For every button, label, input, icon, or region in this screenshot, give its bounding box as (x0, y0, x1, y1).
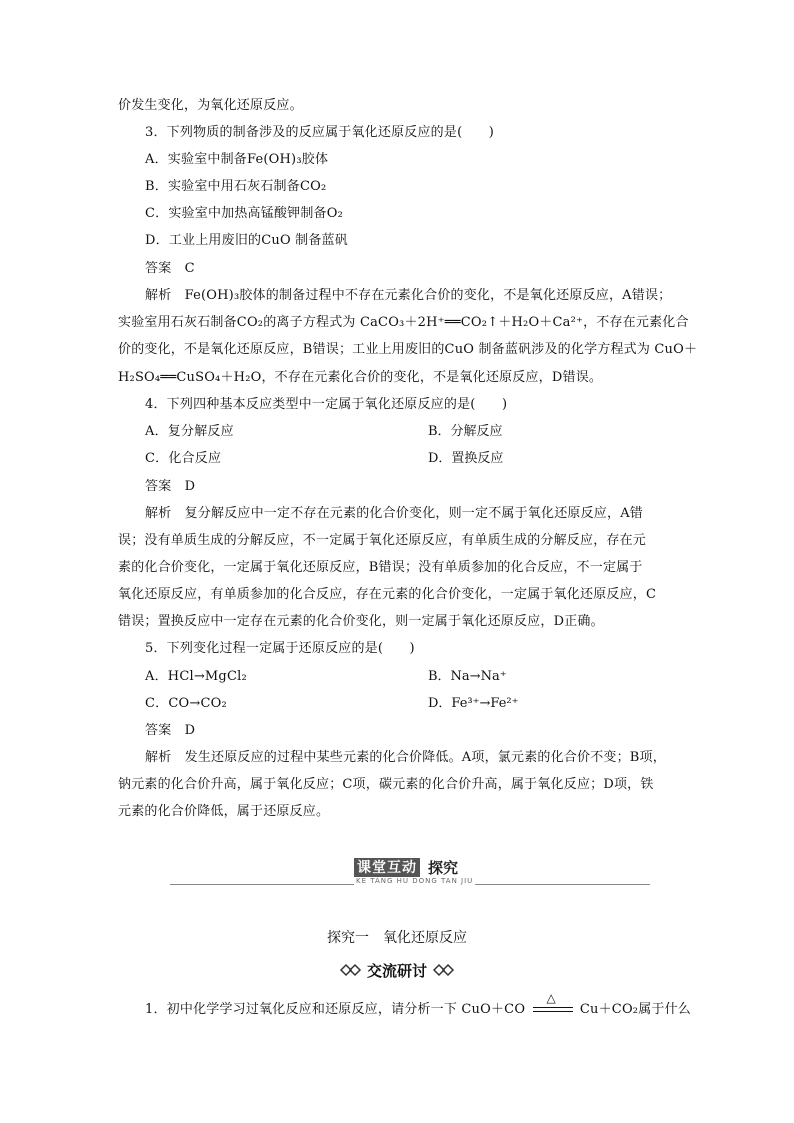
option-4a: A．复分解反应 (145, 424, 234, 439)
reaction-condition (533, 991, 573, 1019)
explanation-3-line-1 (145, 287, 671, 305)
answer-value: C (184, 261, 195, 276)
question-5: 5．下列变化过程一定属于还原反应的是( ) (145, 641, 415, 656)
question-1-right: Cu＋CO₂属于什么 (579, 1002, 692, 1017)
option-5d: D．Fe³⁺→Fe²⁺ (428, 696, 519, 711)
question-4: 4．下列四种基本反应类型中一定属于氧化还原反应的是( ) (145, 397, 508, 412)
equals-line-top (533, 1007, 573, 1008)
answer-label: 答案 (145, 479, 172, 494)
explanation-4-line-2: 误；没有单质生成的分解反应，不一定属于氧化还原反应，有单质生成的分解反应，存在元 (118, 533, 647, 548)
answer-value: D (184, 723, 196, 738)
explanation-3-line-4: H₂SO₄══CuSO₄＋H₂O，不存在元素化合价的变化，不是氧化还原反应，D错误。 (118, 370, 603, 385)
option-4d: D．置换反应 (428, 451, 504, 466)
option-5c: C．CO→CO₂ (145, 696, 227, 711)
answer-5 (145, 722, 195, 740)
explanation-3-line-3: 价的变化，不是氧化还原反应，B错误；工业上用废旧的CuO 制备蓝矾涉及的化学方程式为 CuO＋ (118, 342, 698, 357)
explanation-4-line-4: 氧化还原反应，有单质参加的化合反应，存在元素的化合价变化，一定属于氧化还原反应，C (118, 587, 657, 602)
banner-pinyin: KE TANG HU DONG TAN JIU (356, 877, 474, 885)
explanation-5-line-3: 元素的化合价降低，属于还原反应。 (118, 804, 330, 819)
option-4c: C．化合反应 (145, 451, 222, 466)
explanation-4-line-5: 错误；置换反应中一定存在元素的化合价变化，则一定属于氧化还原反应，D正确。 (118, 614, 604, 629)
explanation-label: 解析 (145, 506, 172, 521)
answer-value: D (184, 479, 196, 494)
banner-tag: 课堂互动 (354, 858, 420, 878)
question-3: 3．下列物质的制备涉及的反应属于氧化还原反应的是( ) (145, 125, 495, 140)
section-title: 探究一 氧化还原反应 (327, 930, 467, 946)
explanation-text: 发生还原反应的过程中某些元素的化合价降低。A项，氯元素的化合价不变；B项， (184, 750, 666, 765)
diamond-left-icon (339, 963, 363, 977)
explanation-4-line-1 (145, 505, 643, 523)
answer-label: 答案 (145, 723, 172, 738)
explanation-5-line-1 (145, 749, 666, 767)
subsection-title: 交流研讨 (366, 962, 427, 980)
option-3c: C．实验室中加热高锰酸钾制备O₂ (145, 206, 344, 221)
answer-label: 答案 (145, 261, 172, 276)
explanation-5-line-2: 钠元素的化合价升高，属于氧化反应；C项，碳元素的化合价升高，属于氧化反应；D项，铁 (118, 777, 654, 792)
equals-line-bottom (533, 1011, 573, 1012)
explanation-text: Fe(OH)₃胶体的制备过程中不存在元素化合价的变化，不是氧化还原反应，A错误； (184, 288, 672, 303)
question-1-left: 1．初中化学学习过氧化反应和还原反应，请分析一下 CuO＋CO (145, 1002, 526, 1017)
text-line: 价发生变化，为氧化还原反应。 (118, 98, 303, 113)
answer-3 (145, 260, 195, 278)
question-1 (145, 991, 692, 1019)
banner-tag-suffix: 探究 (428, 859, 459, 877)
option-5a: A．HCl→MgCl₂ (145, 669, 247, 684)
section-banner (170, 855, 650, 895)
explanation-3-line-2: 实验室用石灰石制备CO₂的离子方程式为 CaCO₃＋2H⁺══CO₂↑＋H₂O＋Ca²⁺，不存在元素化合 (118, 315, 689, 330)
option-3d: D．工业上用废旧的CuO 制备蓝矾 (145, 233, 348, 248)
answer-4 (145, 478, 195, 496)
explanation-4-line-3: 素的化合价变化，一定属于氧化还原反应，B错误；没有单质参加的化合反应，不一定属于 (118, 560, 643, 575)
option-3b: B．实验室中用石灰石制备CO₂ (145, 179, 327, 194)
explanation-label: 解析 (145, 750, 172, 765)
explanation-text: 复分解反应中一定不存在元素的化合价变化，则一定不属于氧化还原反应，A错 (184, 506, 643, 521)
option-5b: B．Na→Na⁺ (428, 669, 507, 684)
subsection-heading (0, 960, 794, 981)
explanation-label: 解析 (145, 288, 172, 303)
option-4b: B．分解反应 (428, 424, 503, 439)
diamond-right-icon (431, 963, 455, 977)
option-3a: A．实验室中制备Fe(OH)₃胶体 (145, 152, 329, 167)
heat-symbol: △ (546, 991, 556, 1005)
